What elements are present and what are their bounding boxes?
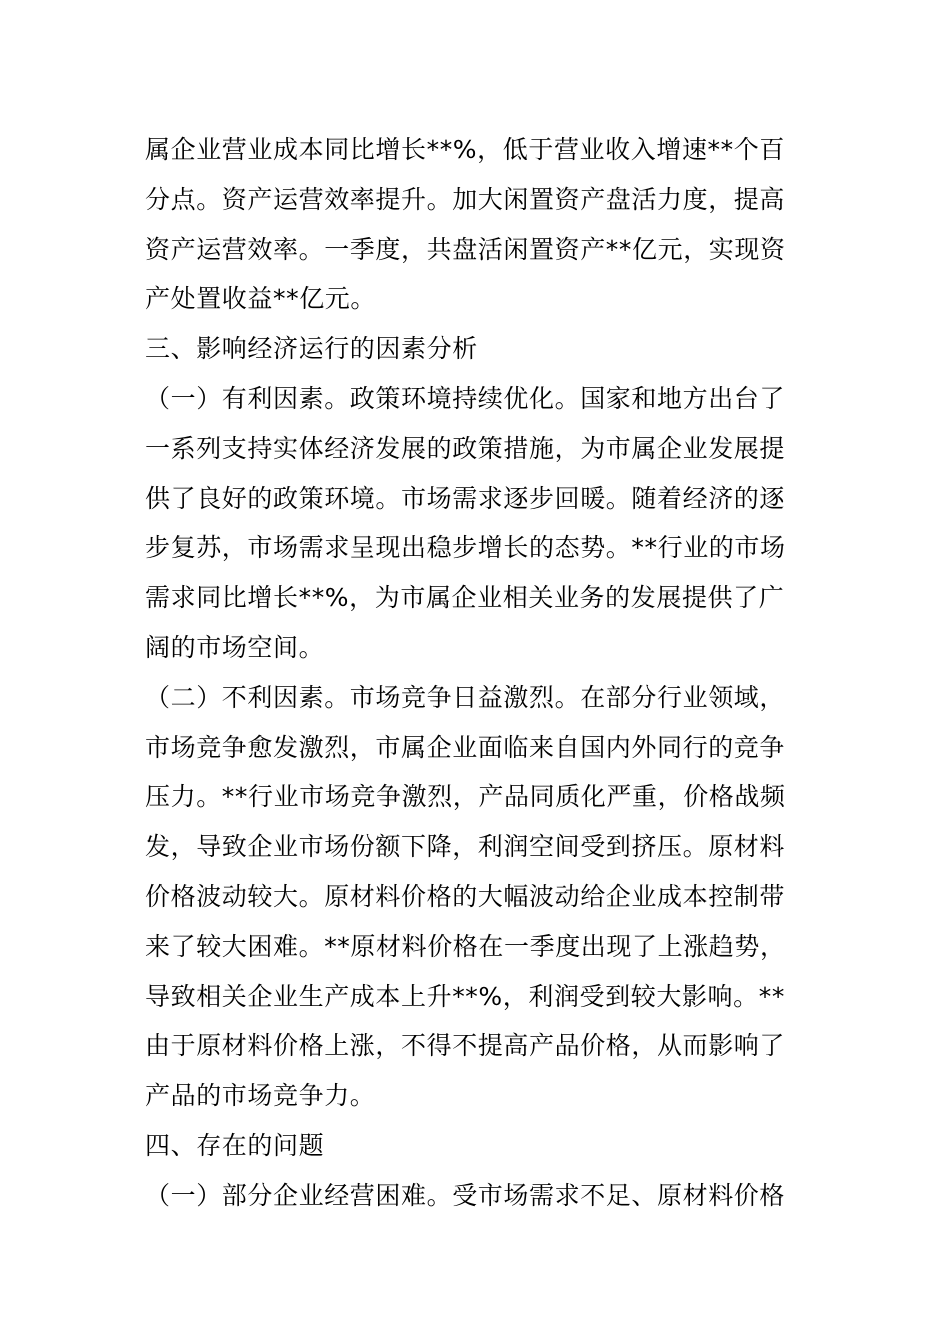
body-line: 一系列支持实体经济发展的政策措施，为市属企业发展提 <box>145 433 786 463</box>
body-line: （一）部分企业经营困难。受市场需求不足、原材料价格 <box>145 1180 786 1210</box>
body-line: （二）不利因素。市场竞争日益激烈。在部分行业领域， <box>145 682 786 712</box>
body-line: 发，导致企业市场份额下降，利润空间受到挤压。原材料 <box>145 832 786 862</box>
body-line: 导致相关企业生产成本上升**%，利润受到较大影响。** <box>145 981 785 1011</box>
body-line: 由于原材料价格上涨，不得不提高产品价格，从而影响了 <box>145 1031 786 1061</box>
body-line: 资产运营效率。一季度，共盘活闲置资产**亿元，实现资 <box>145 234 786 264</box>
section-heading-4: 四、存在的问题 <box>145 1130 325 1160</box>
body-line: 产品的市场竞争力。 <box>145 1081 376 1111</box>
body-line: 属企业营业成本同比增长**%，低于营业收入增速**个百 <box>145 135 785 164</box>
body-line: 阔的市场空间。 <box>145 632 325 662</box>
document-body <box>145 125 810 1221</box>
body-line: （一）有利因素。政策环境持续优化。国家和地方出台了 <box>145 383 786 413</box>
body-line: 价格波动较大。原材料价格的大幅波动给企业成本控制带 <box>145 881 786 911</box>
body-line: 需求同比增长**%，为市属企业相关业务的发展提供了广 <box>145 583 785 613</box>
body-line: 市场竞争愈发激烈，市属企业面临来自国内外同行的竞争 <box>145 732 786 762</box>
body-line: 供了良好的政策环境。市场需求逐步回暖。随着经济的逐 <box>145 483 786 513</box>
section-heading-3: 三、影响经济运行的因素分析 <box>145 334 478 364</box>
body-line: 压力。**行业市场竞争激烈，产品同质化严重，价格战频 <box>145 782 786 812</box>
body-line: 产处置收益**亿元。 <box>145 284 377 314</box>
body-line: 来了较大困难。**原材料价格在一季度出现了上涨趋势， <box>145 931 786 961</box>
body-line: 步复苏，市场需求呈现出稳步增长的态势。**行业的市场 <box>145 533 786 563</box>
body-line: 分点。资产运营效率提升。加大闲置资产盘活力度，提高 <box>145 184 786 214</box>
